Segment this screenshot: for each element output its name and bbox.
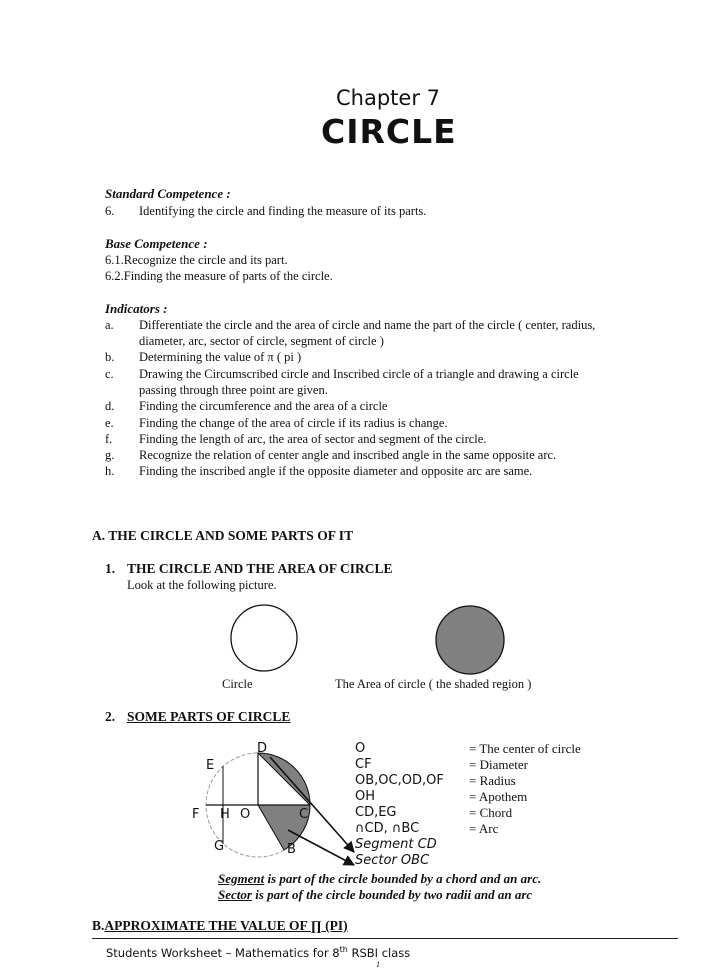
section-b-title: APPROXIMATE THE VALUE OF ∏ (PI): [104, 918, 348, 933]
label-g: G: [214, 839, 225, 854]
sub1-intro: Look at the following picture.: [127, 578, 277, 592]
segment-word: Segment: [218, 871, 265, 886]
part-term: CF: [355, 757, 372, 772]
part-definition: = Radius: [469, 773, 516, 788]
circle-figure: [220, 600, 520, 680]
sub2-number: 2.: [105, 709, 116, 724]
sub1-number: 1.: [105, 561, 116, 576]
section-a-title: A. THE CIRCLE AND SOME PARTS OF IT: [92, 528, 354, 543]
footer-text2: RSBI class: [347, 945, 411, 960]
indicator-letter: h.: [105, 464, 115, 478]
part-definition: = Chord: [469, 805, 513, 820]
shaded-circle: [436, 606, 504, 674]
base-competence-item: 6.1.Recognize the circle and its part.: [105, 253, 288, 267]
indicator-text: Finding the inscribed angle if the opposite diameter and opposite arc are same.: [139, 464, 533, 478]
sector-word: Sector: [218, 887, 252, 902]
indicator-text: Finding the circumference and the area of a circle: [139, 399, 388, 413]
indicator-letter: e.: [105, 416, 114, 430]
indicator-text: Drawing the Circumscribed circle and Inscribed circle of a triangle and drawing a circle: [139, 367, 579, 381]
chapter-label: Chapter 7: [336, 86, 440, 110]
indicator-text: passing through three point are given.: [139, 383, 328, 397]
circle-parts-diagram: [180, 735, 370, 875]
footer-sup: th: [339, 945, 348, 954]
base-competence-heading: Base Competence :: [105, 236, 208, 251]
arrow-sector: [288, 830, 354, 865]
indicator-text: Finding the length of arc, the area of sector and segment of the circle.: [139, 432, 487, 446]
sector-obc-label: Sector OBC: [355, 853, 430, 868]
part-term: OH: [355, 789, 376, 804]
indicator-letter: g.: [105, 448, 115, 462]
label-o: O: [240, 807, 251, 822]
indicator-letter: a.: [105, 318, 114, 332]
sector-definition: [218, 887, 532, 903]
section-b-prefix: B.: [92, 918, 105, 933]
base-competence-item: 6.2.Finding the measure of parts of the circle.: [105, 269, 333, 283]
page-number: 1: [376, 960, 380, 969]
label-f: F: [192, 807, 200, 822]
section-b-heading: [92, 918, 348, 934]
label-c: C: [299, 807, 309, 822]
part-definition: = Diameter: [469, 757, 528, 772]
segment-definition: [218, 871, 541, 887]
label-b: B: [287, 842, 296, 857]
part-term: ∩CD, ∩BC: [355, 821, 420, 836]
indicator-text: Differentiate the circle and the area of circle and name the part of the circle ( center, radius,: [139, 318, 596, 332]
indicator-letter: f.: [105, 432, 113, 446]
indicator-letter: c.: [105, 367, 114, 381]
label-h: H: [220, 807, 230, 822]
footer: [106, 945, 410, 960]
part-definition: = The center of circle: [469, 741, 581, 756]
part-definition: = Arc: [469, 821, 499, 836]
label-d: D: [257, 741, 268, 756]
sub2-title: SOME PARTS OF CIRCLE: [127, 709, 291, 724]
indicator-text: Finding the change of the area of circle if its radius is change.: [139, 416, 448, 430]
label-e: E: [206, 758, 215, 773]
standard-competence-text: Identifying the circle and finding the measure of its parts.: [139, 204, 427, 218]
indicator-letter: b.: [105, 350, 115, 364]
empty-circle: [231, 605, 297, 671]
caption-circle: Circle: [222, 677, 253, 691]
indicator-text: Determining the value of π ( pi ): [139, 350, 302, 364]
sub1-title: THE CIRCLE AND THE AREA OF CIRCLE: [127, 561, 393, 576]
standard-competence-heading: Standard Competence :: [105, 186, 231, 201]
indicators-heading: Indicators :: [105, 301, 168, 316]
chapter-title: CIRCLE: [321, 112, 457, 151]
segment-cd-shape: [258, 753, 310, 805]
segment-definition-text: is part of the circle bounded by a chord and an arc.: [264, 871, 542, 886]
part-term: CD,EG: [355, 805, 397, 820]
sector-definition-text: is part of the circle bounded by two radii and an arc: [251, 887, 533, 902]
part-definition: = Apothem: [469, 789, 528, 804]
footer-rule: [92, 938, 678, 939]
footer-text: Students Worksheet – Mathematics for 8: [106, 945, 340, 960]
part-term: O: [355, 741, 366, 756]
indicator-letter: d.: [105, 399, 115, 413]
segment-cd-label: Segment CD: [355, 837, 437, 852]
indicator-text: Recognize the relation of center angle and inscribed angle in the same opposite arc.: [139, 448, 557, 462]
indicator-text: diameter, arc, sector of circle, segment of circle ): [139, 334, 384, 348]
caption-area-of-circle: The Area of circle ( the shaded region ): [335, 677, 532, 691]
standard-competence-number: 6.: [105, 204, 115, 218]
part-term: OB,OC,OD,OF: [355, 773, 444, 788]
